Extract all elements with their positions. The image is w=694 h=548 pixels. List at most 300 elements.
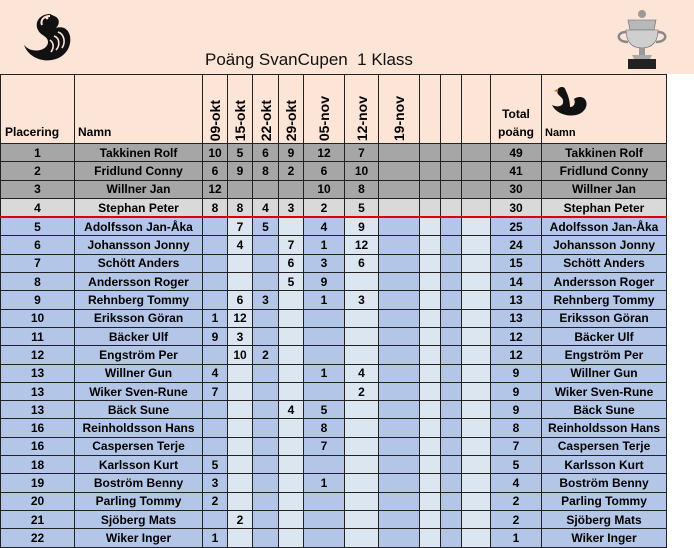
name-cell: Reinholdsson Hans [75,419,203,437]
score-cell [420,162,441,180]
place-cell: 19 [1,474,75,492]
score-cell [379,437,420,455]
score-cell: 4 [203,364,228,382]
name-cell: Parling Tommy [75,492,203,510]
total-cell: 1 [491,529,542,547]
score-cell: 2 [279,162,304,180]
score-cell [345,273,379,291]
name-cell: Adolfsson Jan-Åka [75,217,203,236]
score-cell [420,309,441,327]
score-cell [462,327,491,345]
header-row [1,75,667,144]
score-cell [462,401,491,419]
score-cell: 12 [203,180,228,198]
name-cell-right: Rehnberg Tommy [542,291,667,309]
score-cell: 5 [345,198,379,217]
score-cell: 12 [228,309,253,327]
score-cell [420,217,441,236]
score-cell [441,492,462,510]
swan-icon [550,83,590,119]
score-cell [379,401,420,419]
score-cell [279,510,304,528]
header-date: 22-okt [253,75,279,144]
score-cell [228,492,253,510]
score-cell [462,382,491,400]
table-row [1,401,667,419]
score-cell [462,291,491,309]
score-cell [279,217,304,236]
name-cell: Eriksson Göran [75,309,203,327]
score-cell [203,401,228,419]
score-cell [420,401,441,419]
score-cell [203,254,228,272]
total-cell: 30 [491,180,542,198]
score-cell [304,309,345,327]
score-cell [379,198,420,217]
score-cell [420,144,441,162]
score-cell [441,198,462,217]
score-cell [420,474,441,492]
name-cell: Fridlund Conny [75,162,203,180]
score-cell: 5 [279,273,304,291]
score-cell [420,291,441,309]
name-cell-right: Wiker Inger [542,529,667,547]
score-cell: 5 [253,217,279,236]
score-cell [420,236,441,254]
score-cell [203,510,228,528]
name-cell: Karlsson Kurt [75,456,203,474]
score-cell [379,144,420,162]
score-cell [441,382,462,400]
score-cell [228,437,253,455]
name-cell-right: Willner Jan [542,180,667,198]
score-cell [345,401,379,419]
score-cell [203,236,228,254]
score-cell [345,474,379,492]
score-cell [462,198,491,217]
score-cell [253,382,279,400]
score-cell [304,382,345,400]
place-cell: 11 [1,327,75,345]
total-cell: 2 [491,510,542,528]
name-cell-right: Boström Benny [542,474,667,492]
score-cell [441,510,462,528]
total-cell: 9 [491,364,542,382]
score-cell [462,456,491,474]
score-cell: 1 [203,529,228,547]
score-cell: 8 [203,198,228,217]
name-cell: Johansson Jonny [75,236,203,254]
score-cell: 1 [304,291,345,309]
score-cell [462,254,491,272]
score-cell [253,309,279,327]
table-row [1,236,667,254]
header-namn: Namn [75,75,203,144]
score-cell [279,382,304,400]
score-cell [228,273,253,291]
score-cell [253,474,279,492]
score-cell: 12 [304,144,345,162]
score-cell [228,529,253,547]
score-cell [462,529,491,547]
name-cell: Engström Per [75,346,203,364]
name-cell-right: Eriksson Göran [542,309,667,327]
header-namn-right: Namn [542,75,667,144]
name-cell-right: Sjöberg Mats [542,510,667,528]
header-placering: Placering [1,75,75,144]
score-cell: 1 [304,474,345,492]
score-cell [304,529,345,547]
table-row [1,144,667,162]
score-cell [279,474,304,492]
score-cell: 8 [304,419,345,437]
header-date: 15-okt [228,75,253,144]
total-cell: 24 [491,236,542,254]
score-cell: 5 [304,401,345,419]
total-cell: 41 [491,162,542,180]
score-cell [253,437,279,455]
score-cell: 4 [253,198,279,217]
score-cell: 7 [304,437,345,455]
score-cell [462,180,491,198]
total-cell: 14 [491,273,542,291]
score-cell [345,346,379,364]
score-cell [228,419,253,437]
score-cell [203,291,228,309]
total-cell: 9 [491,401,542,419]
place-cell: 2 [1,162,75,180]
score-cell [441,254,462,272]
name-cell-right: Andersson Roger [542,273,667,291]
place-cell: 13 [1,401,75,419]
score-cell: 6 [203,162,228,180]
score-cell: 6 [345,254,379,272]
name-cell: Wiker Sven-Rune [75,382,203,400]
header-date [441,75,462,144]
score-cell [228,364,253,382]
total-cell: 9 [491,382,542,400]
header-date [462,75,491,144]
score-cell [379,474,420,492]
score-cell [253,492,279,510]
table-row [1,217,667,236]
name-cell-right: Fridlund Conny [542,162,667,180]
score-cell [441,217,462,236]
name-cell-right: Bäck Sune [542,401,667,419]
name-cell-right: Takkinen Rolf [542,144,667,162]
score-cell [462,236,491,254]
score-cell [379,273,420,291]
score-cell [441,327,462,345]
score-cell [462,419,491,437]
name-cell: Bäck Sune [75,401,203,419]
score-cell [462,510,491,528]
score-cell: 8 [228,198,253,217]
score-cell [462,217,491,236]
score-cell [304,456,345,474]
score-cell [203,217,228,236]
score-cell: 1 [203,309,228,327]
header-date [420,75,441,144]
score-cell: 7 [203,382,228,400]
score-cell: 8 [253,162,279,180]
score-cell [253,327,279,345]
score-cell: 7 [345,144,379,162]
score-cell [253,419,279,437]
score-cell [420,492,441,510]
score-cell [441,346,462,364]
score-cell [228,254,253,272]
header-total: Total poäng [491,75,542,144]
score-cell [228,456,253,474]
score-cell [420,180,441,198]
table-row [1,162,667,180]
total-cell: 12 [491,346,542,364]
score-cell: 3 [203,474,228,492]
total-cell: 5 [491,456,542,474]
score-cell [379,510,420,528]
score-cell [379,419,420,437]
score-cell [228,474,253,492]
table-row [1,456,667,474]
score-cell: 9 [304,273,345,291]
score-cell [420,254,441,272]
score-cell [345,419,379,437]
table-row [1,346,667,364]
score-cell [304,327,345,345]
score-cell [279,327,304,345]
place-cell: 13 [1,364,75,382]
score-cell: 4 [279,401,304,419]
score-cell [441,144,462,162]
total-cell: 30 [491,198,542,217]
name-cell-right: Bäcker Ulf [542,327,667,345]
swan-logo-icon [20,10,76,66]
score-cell [253,254,279,272]
score-cell [345,437,379,455]
place-cell: 16 [1,437,75,455]
place-cell: 8 [1,273,75,291]
score-cell [304,510,345,528]
score-cell [462,364,491,382]
score-cell: 4 [228,236,253,254]
score-cell [253,456,279,474]
score-cell [379,236,420,254]
score-cell [379,382,420,400]
score-cell [420,346,441,364]
score-cell: 3 [345,291,379,309]
score-cell: 3 [253,291,279,309]
score-cell [462,437,491,455]
score-cell [441,273,462,291]
total-cell: 13 [491,309,542,327]
score-cell [279,309,304,327]
table-row [1,198,667,217]
score-cell [279,492,304,510]
score-cell: 7 [279,236,304,254]
name-cell: Willner Gun [75,364,203,382]
score-cell [441,236,462,254]
name-cell: Willner Jan [75,180,203,198]
header-date: 19-nov [379,75,420,144]
name-cell: Caspersen Terje [75,437,203,455]
table-row [1,474,667,492]
score-cell: 7 [228,217,253,236]
score-cell [379,364,420,382]
place-cell: 7 [1,254,75,272]
name-cell-right: Engström Per [542,346,667,364]
table-row [1,309,667,327]
score-cell: 6 [253,144,279,162]
place-cell: 9 [1,291,75,309]
place-cell: 6 [1,236,75,254]
score-cell: 8 [345,180,379,198]
score-cell: 9 [279,144,304,162]
table-row [1,510,667,528]
score-cell [228,180,253,198]
score-cell: 1 [304,364,345,382]
name-cell-right: Schött Anders [542,254,667,272]
place-cell: 21 [1,510,75,528]
total-cell: 7 [491,437,542,455]
score-cell [228,401,253,419]
score-cell [253,236,279,254]
score-cell [420,327,441,345]
score-cell: 10 [304,180,345,198]
table-row [1,382,667,400]
score-cell [279,291,304,309]
score-cell [345,309,379,327]
score-cell [441,180,462,198]
score-cell: 10 [228,346,253,364]
score-cell: 2 [228,510,253,528]
score-cell [203,419,228,437]
place-cell: 5 [1,217,75,236]
score-cell: 10 [345,162,379,180]
score-cell: 3 [279,198,304,217]
score-cell [420,364,441,382]
score-cell: 9 [345,217,379,236]
score-cell: 2 [345,382,379,400]
score-cell [441,364,462,382]
place-cell: 10 [1,309,75,327]
score-cell [253,401,279,419]
table-row [1,291,667,309]
name-cell-right: Adolfsson Jan-Åka [542,217,667,236]
name-cell-right: Caspersen Terje [542,437,667,455]
score-cell [279,364,304,382]
table-row [1,492,667,510]
score-cell [228,382,253,400]
place-cell: 18 [1,456,75,474]
score-cell [379,346,420,364]
score-cell [379,162,420,180]
header-date: 12-nov [345,75,379,144]
score-cell: 6 [228,291,253,309]
total-cell: 25 [491,217,542,236]
name-cell: Wiker Inger [75,529,203,547]
score-cell [304,492,345,510]
page-title: Poäng SvanCupen 1 Klass [205,50,413,69]
trophy-icon [610,8,674,70]
score-cell [345,327,379,345]
score-cell [462,474,491,492]
score-cell [379,309,420,327]
place-cell: 22 [1,529,75,547]
place-cell: 3 [1,180,75,198]
place-cell: 16 [1,419,75,437]
score-cell: 9 [203,327,228,345]
score-cell [279,437,304,455]
score-cell [279,456,304,474]
table-row [1,437,667,455]
score-cell [420,437,441,455]
score-cell [279,529,304,547]
table-row [1,254,667,272]
score-cell: 6 [279,254,304,272]
score-cell: 10 [203,144,228,162]
name-cell: Bäcker Ulf [75,327,203,345]
score-cell [420,456,441,474]
score-cell [203,273,228,291]
table-row [1,419,667,437]
score-cell [253,529,279,547]
score-cell [345,510,379,528]
total-cell: 13 [491,291,542,309]
score-cell: 3 [304,254,345,272]
score-cell [420,529,441,547]
name-cell-right: Wiker Sven-Rune [542,382,667,400]
name-cell-right: Johansson Jonny [542,236,667,254]
name-cell-right: Parling Tommy [542,492,667,510]
score-cell: 5 [203,456,228,474]
score-cell: 3 [228,327,253,345]
score-cell [462,273,491,291]
name-cell: Sjöberg Mats [75,510,203,528]
score-cell [379,456,420,474]
score-cell: 1 [304,236,345,254]
score-cell [462,162,491,180]
score-cell: 6 [304,162,345,180]
name-cell-right: Willner Gun [542,364,667,382]
score-cell [441,401,462,419]
table-row [1,327,667,345]
score-cell [203,437,228,455]
score-cell [345,529,379,547]
score-cell: 4 [304,217,345,236]
score-cell [304,346,345,364]
score-cell [441,456,462,474]
score-cell [420,198,441,217]
score-cell [420,273,441,291]
score-cell [441,291,462,309]
score-cell [345,456,379,474]
name-cell: Rehnberg Tommy [75,291,203,309]
score-cell [462,346,491,364]
name-cell: Takkinen Rolf [75,144,203,162]
score-cell [253,364,279,382]
total-cell: 2 [491,492,542,510]
score-cell: 2 [203,492,228,510]
score-cell [345,492,379,510]
score-cell [379,254,420,272]
place-cell: 13 [1,382,75,400]
total-cell: 15 [491,254,542,272]
total-cell: 4 [491,474,542,492]
score-cell [420,382,441,400]
place-cell: 20 [1,492,75,510]
place-cell: 12 [1,346,75,364]
